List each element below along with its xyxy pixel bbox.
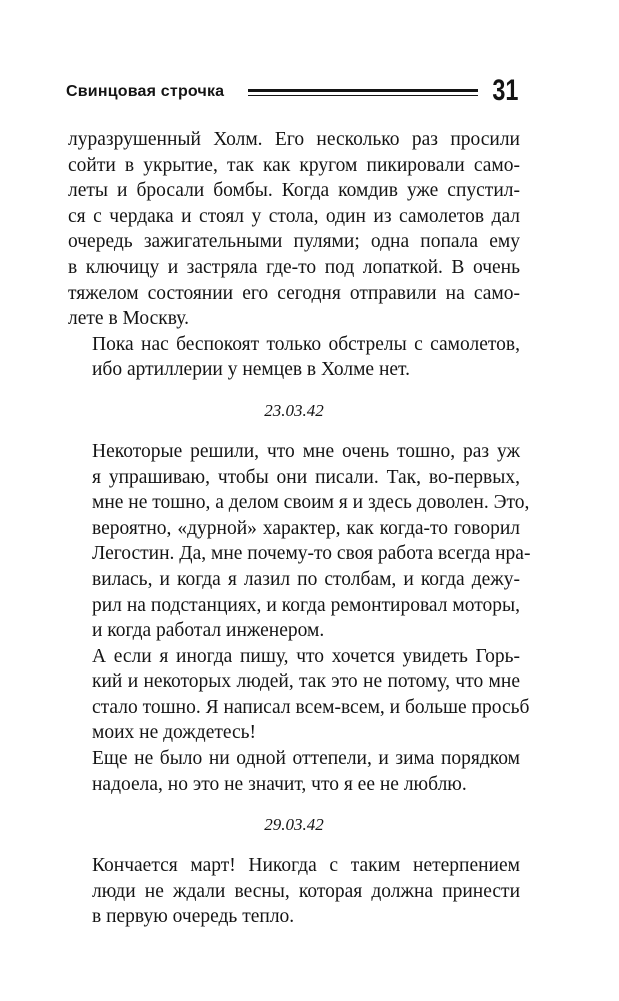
header-rule (248, 85, 478, 103)
text-line: очередь зажигательными пулями; одна попала ему (68, 231, 520, 253)
paragraph-3 (68, 439, 531, 644)
text-line: А если я иногда пишу, что хочется увидеть Горь- (92, 645, 520, 667)
paragraph-4 (68, 644, 530, 746)
text-line: ибо артиллерии у немцев в Холме нет. (92, 359, 410, 381)
running-header (66, 76, 520, 116)
text-line: ся с чердака и стоял у стола, один из самолетов дал (68, 205, 520, 227)
text-line: люди не ждали весны, которая должна принести (92, 880, 520, 902)
text-line: мне не тошно, а делом своим я и здесь доволен. Это, (92, 492, 530, 514)
text-line: леты и бросали бомбы. Когда комдив уже спустил- (68, 180, 520, 202)
text-line: луразрушенный Холм. Его несколько раз просили (68, 129, 520, 150)
entry-date-1: 23.03.42 (264, 400, 324, 420)
text-line: Пока нас беспокоят только обстрелы с самолетов, (92, 333, 520, 355)
text-line: кий и некоторых людей, так это не потому, что мне (92, 671, 520, 693)
entry-date-2: 29.03.42 (264, 815, 324, 835)
page-number: 31 (491, 74, 518, 107)
text-line: Кончается март! Никогда с таким нетерпением (92, 855, 520, 877)
text-line: стало тошно. Я написал всем-всем, и больше просьб (92, 696, 530, 718)
header-rule-thin (248, 95, 478, 96)
body-text (68, 127, 531, 930)
text-line: надоела, но это не значит, что я ее не люблю. (92, 773, 467, 795)
text-line: Некоторые решили, что мне очень тошно, раз уж (92, 440, 520, 462)
text-line: вилась, и когда я лазил по столбам, и когда дежу- (92, 568, 520, 590)
paragraph-1 (68, 127, 520, 332)
text-line: моих не дождетесь! (92, 722, 257, 744)
text-line: и когда работал инженером. (92, 620, 325, 642)
text-line: Легостин. Да, мне почему-то своя работа всегда нра- (92, 543, 531, 565)
text-line: лете в Москву. (68, 308, 189, 330)
header-rule-thick (248, 89, 478, 92)
text-line: я упрашиваю, чтобы они писали. Так, во-первых, (92, 466, 520, 488)
text-line: Еще не было ни одной оттепели, и зима порядком (92, 748, 520, 770)
running-title: Свинцовая строчка (66, 83, 225, 100)
paragraph-5 (68, 746, 520, 797)
text-line: рил на подстанциях, и когда ремонтировал моторы, (92, 594, 520, 616)
text-line: в первую очередь тепло. (92, 906, 295, 928)
paragraph-6 (68, 853, 520, 930)
text-line: тяжелом состоянии его сегодня отправили на само- (68, 282, 520, 304)
text-line: вероятно, «дурной» характер, как когда-то говорил (92, 517, 520, 539)
text-line: в ключицу и застряла где-то под лопаткой. В очень (68, 256, 520, 278)
paragraph-2 (68, 332, 520, 383)
text-line: сойти в укрытие, так как кругом пикировали само- (68, 154, 520, 176)
